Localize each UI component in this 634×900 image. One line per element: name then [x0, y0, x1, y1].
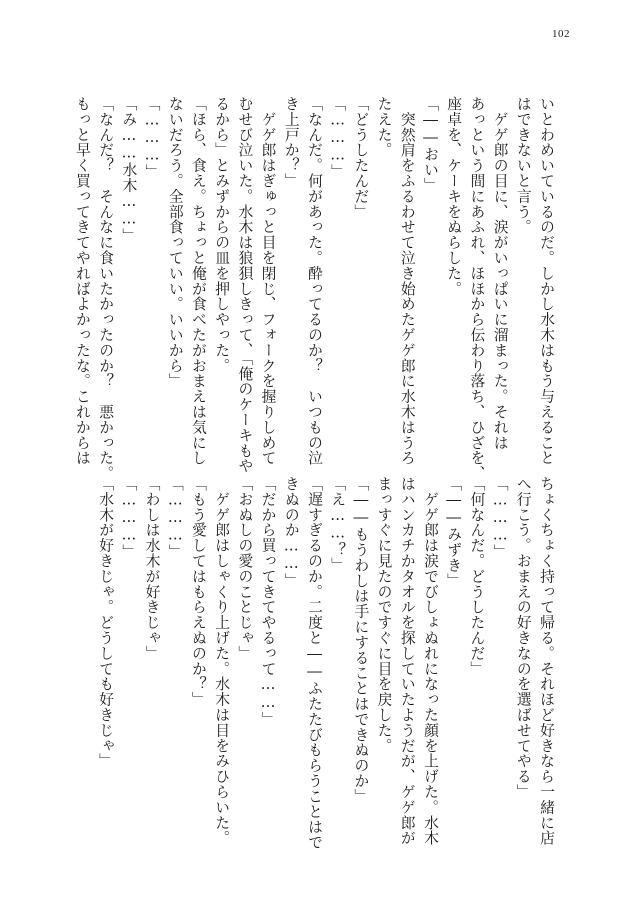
- text-line: 「――おい」: [421, 96, 439, 193]
- text-line: たえた。: [375, 96, 393, 158]
- text-line: はできないと言う。: [514, 96, 532, 235]
- page-number: 102: [552, 28, 570, 40]
- text-line: 「もう愛してはもらえぬのか？」: [189, 476, 207, 707]
- text-line: 「え……？」: [329, 476, 347, 573]
- text-line: ゲゲ郎は涙でびしょぬれになった顔を上げた。水木: [421, 476, 439, 846]
- text-line: 「どうしたんだ」: [352, 96, 370, 220]
- text-line: ゲゲ郎はぎゅっと目を閉じ、フォークを握りしめて: [259, 96, 277, 466]
- text-line: 「何なんだ。どうしたんだ」: [468, 476, 486, 677]
- text-line: 「なんだ？ そんなに食いたかったのか？ 悪かった。: [97, 96, 115, 481]
- text-line: 「わしは水木が好きじゃ」: [143, 476, 161, 661]
- text-line: 突然肩をふるわせて泣き始めたゲゲ郎に水木はうろ: [398, 96, 416, 466]
- text-line: ゲゲ郎はしゃくり上げた。水木は目をみひらいた。: [213, 476, 231, 846]
- text-line: き上戸か？」: [282, 96, 300, 189]
- text-line: ゲゲ郎の目に、涙がいっぱいに溜まった。それは: [491, 96, 509, 451]
- text-line: きぬのか……」: [282, 476, 300, 589]
- text-line: むせび泣いた。水木は狼狽しきって、「俺のケーキもや: [236, 96, 254, 474]
- text-line: 「み……水木……」: [120, 96, 138, 244]
- text-line: 「なんだ。何があった。酔ってるのか？ いつもの泣: [305, 96, 323, 466]
- text-line: いとわめいているのだ。しかし水木はもう与えること: [538, 96, 555, 466]
- text-line: 「………」: [143, 96, 161, 180]
- text-line: へ行こう。おまえの好きなのを選ばせてやる」: [514, 476, 532, 800]
- text-line: るから」とみずからの皿を押しやった。: [213, 96, 231, 374]
- text-line: 「ほら、食え。ちょっと俺が食べたがおまえは気にし: [189, 96, 207, 466]
- text-line: 「遅すぎるのか。二度と――ふたたびもらうことはで: [305, 476, 323, 850]
- text-line: まっすぐに見たのですぐに目を戻した。: [375, 476, 393, 754]
- text-line: ちょくちょく持って帰る。それほど好きなら一緒に店: [538, 476, 555, 846]
- text-line: 「おぬしの愛のことじゃ」: [236, 476, 254, 661]
- text-line: 「――もうわしは手にすることはできぬのか」: [352, 476, 370, 804]
- text-line: あっという間にあふれ、ほほから伝わり落ち、ひざを、: [468, 96, 486, 481]
- text-line: 座卓を、ケーキをぬらした。: [445, 96, 463, 297]
- text-line: 「………」: [329, 96, 347, 180]
- text-line: もっと早く買ってきてやればよかったな。これからは: [73, 96, 91, 466]
- text-line: 「水木が好きじゃ。どうしても好きじゃ」: [97, 476, 115, 769]
- lower-text-block: [94, 476, 558, 850]
- text-line: 「――みずき」: [445, 476, 463, 589]
- text-line: 「………」: [166, 476, 184, 560]
- upper-text-block: [71, 96, 558, 481]
- text-line: 「………」: [120, 476, 138, 560]
- text-line: はハンカチかタオルを探していたようだが、ゲゲ郎が: [398, 476, 416, 846]
- text-line: 「だから買ってきてやるって……」: [259, 476, 277, 727]
- text-line: ないだろう。全部食っていい。いいから」: [166, 96, 184, 389]
- text-line: 「………」: [491, 476, 509, 560]
